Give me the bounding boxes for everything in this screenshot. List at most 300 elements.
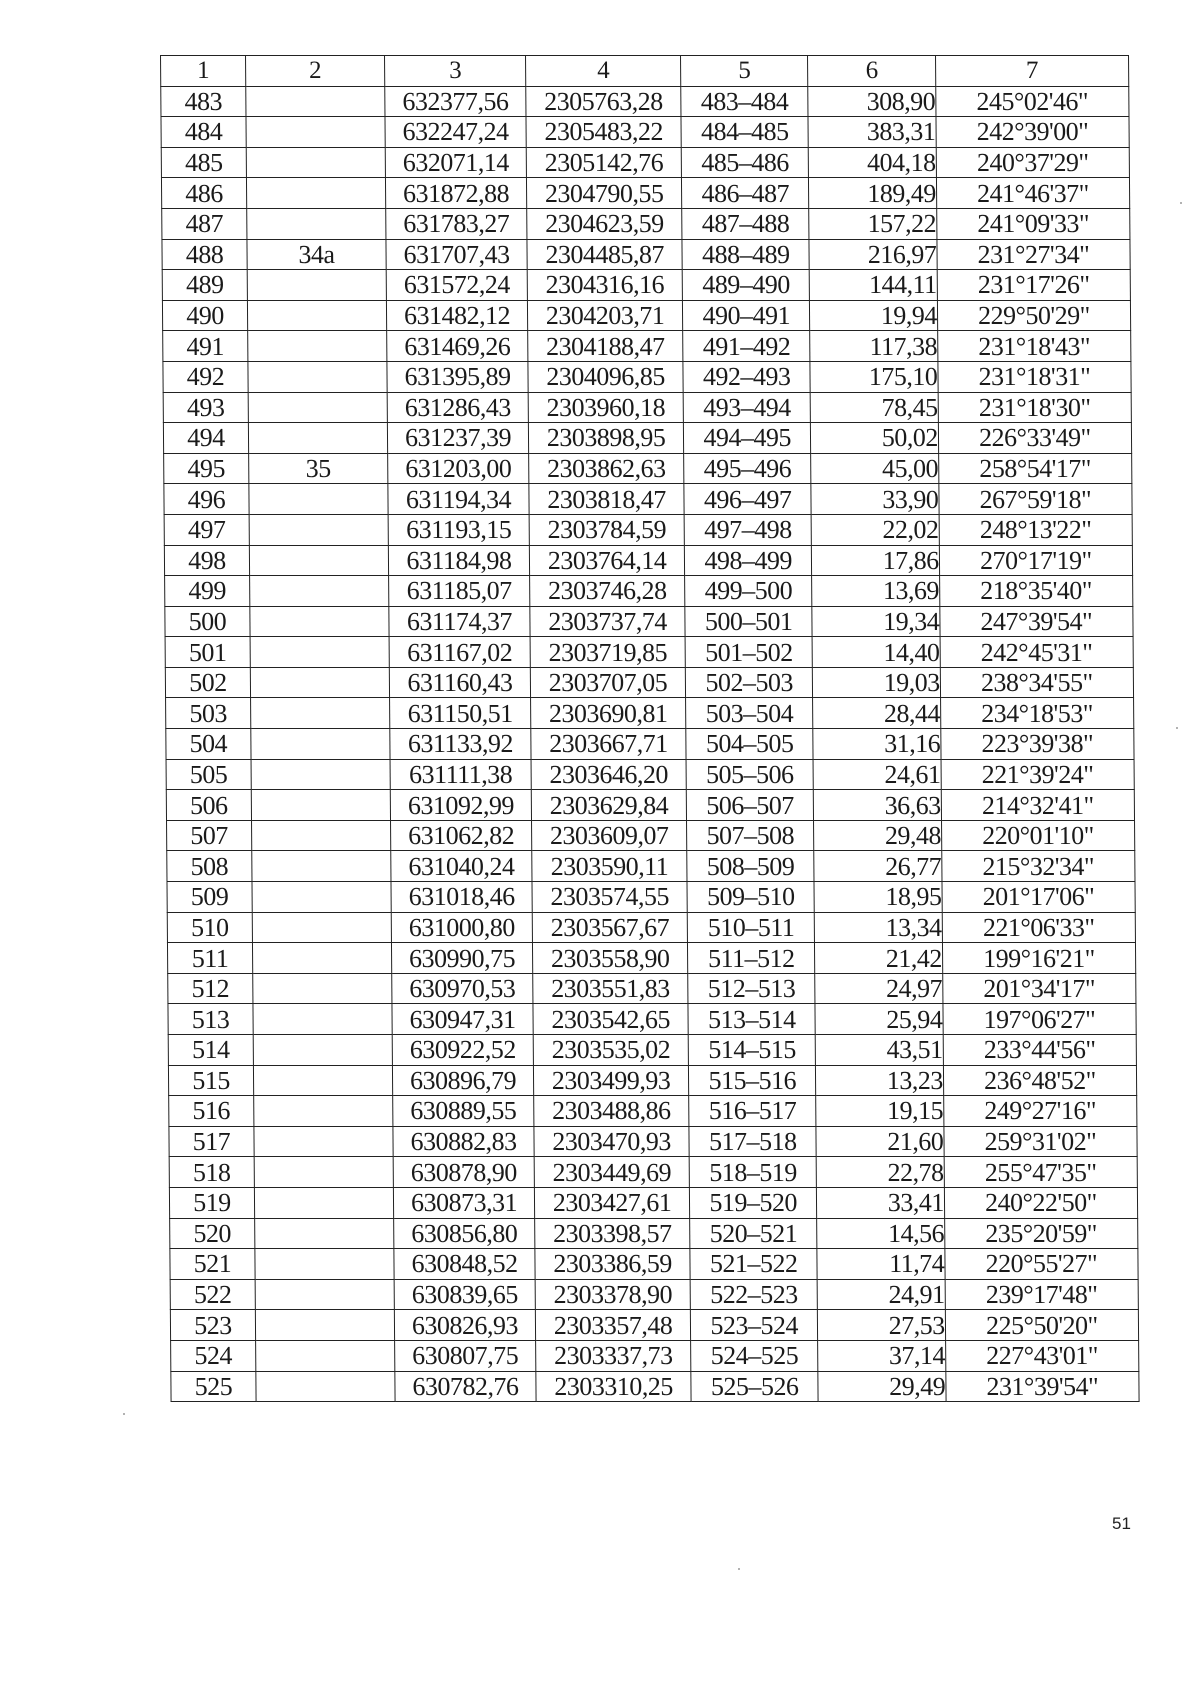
table-row (166, 729, 1134, 760)
cell-length: 33,41 (817, 1187, 945, 1218)
table-row (164, 484, 1132, 515)
header-col-3: 3 (384, 56, 525, 87)
cell-parcel-number (248, 392, 387, 423)
cell-point-number: 523 (170, 1310, 255, 1341)
cell-parcel-number (246, 86, 385, 117)
cell-direction-angle: 201°17'06" (942, 882, 1135, 913)
header-col-6: 6 (808, 56, 936, 87)
table-row (165, 667, 1133, 698)
cell-direction-angle: 259°31'02" (944, 1126, 1137, 1157)
cell-parcel-number (252, 912, 391, 943)
scan-speck (1180, 202, 1182, 204)
cell-segment: 523–524 (690, 1310, 818, 1341)
cell-direction-angle: 240°22'50" (944, 1187, 1137, 1218)
cell-parcel-number (252, 882, 391, 913)
cell-parcel-number (253, 1004, 392, 1035)
table-row (170, 1310, 1138, 1341)
table-row (167, 851, 1135, 882)
table-row (168, 973, 1136, 1004)
cell-x-coordinate: 631133,92 (390, 729, 531, 760)
table-row (165, 637, 1133, 668)
cell-segment: 495–496 (684, 453, 812, 484)
table-row (163, 331, 1131, 362)
cell-y-coordinate: 2303719,85 (530, 637, 685, 668)
cell-direction-angle: 235°20'59" (944, 1218, 1137, 1249)
table-row (166, 759, 1134, 790)
cell-length: 45,00 (811, 453, 939, 484)
cell-direction-angle: 231°18'31" (938, 361, 1131, 392)
cell-parcel-number: 34a (247, 239, 386, 270)
cell-y-coordinate: 2304485,87 (527, 239, 682, 270)
cell-y-coordinate: 2303746,28 (530, 576, 685, 607)
cell-length: 14,56 (817, 1218, 945, 1249)
cell-direction-angle: 226°33'49" (938, 423, 1131, 454)
cell-x-coordinate: 631395,89 (387, 361, 528, 392)
cell-y-coordinate: 2303357,48 (535, 1310, 690, 1341)
cell-direction-angle: 231°27'34" (937, 239, 1130, 270)
cell-parcel-number (255, 1310, 394, 1341)
cell-length: 157,22 (809, 208, 937, 239)
cell-direction-angle: 238°34'55" (940, 667, 1133, 698)
cell-x-coordinate: 631167,02 (389, 637, 530, 668)
cell-x-coordinate: 630882,83 (393, 1126, 534, 1157)
cell-parcel-number: 35 (249, 453, 388, 484)
cell-x-coordinate: 632071,14 (385, 147, 526, 178)
cell-point-number: 508 (167, 851, 252, 882)
cell-length: 25,94 (815, 1004, 943, 1035)
cell-length: 19,15 (816, 1096, 944, 1127)
cell-length: 24,91 (818, 1279, 946, 1310)
cell-segment: 490–491 (682, 300, 810, 331)
cell-segment: 483–484 (681, 86, 809, 117)
cell-point-number: 502 (165, 667, 250, 698)
cell-direction-angle: 220°01'10" (941, 820, 1134, 851)
cell-length: 404,18 (809, 147, 937, 178)
cell-x-coordinate: 630990,75 (391, 943, 532, 974)
cell-point-number: 505 (166, 759, 251, 790)
cell-x-coordinate: 631150,51 (389, 698, 530, 729)
cell-direction-angle: 218°35'40" (939, 576, 1132, 607)
cell-y-coordinate: 2303862,63 (529, 453, 684, 484)
cell-y-coordinate: 2303707,05 (530, 667, 685, 698)
table-row (163, 423, 1131, 454)
cell-direction-angle: 270°17'19" (939, 545, 1132, 576)
cell-parcel-number (248, 361, 387, 392)
cell-parcel-number (253, 973, 392, 1004)
cell-x-coordinate: 630807,75 (395, 1340, 536, 1371)
cell-point-number: 497 (164, 514, 249, 545)
cell-segment: 500–501 (685, 606, 813, 637)
cell-point-number: 500 (165, 606, 250, 637)
cell-x-coordinate: 631193,15 (388, 514, 529, 545)
cell-length: 13,23 (816, 1065, 944, 1096)
cell-y-coordinate: 2304096,85 (528, 361, 683, 392)
cell-direction-angle: 258°54'17" (938, 453, 1131, 484)
cell-x-coordinate: 631040,24 (391, 851, 532, 882)
cell-segment: 493–494 (683, 392, 811, 423)
cell-y-coordinate: 2303764,14 (529, 545, 684, 576)
cell-point-number: 489 (162, 270, 247, 301)
cell-length: 19,34 (812, 606, 940, 637)
table-row (167, 943, 1135, 974)
cell-length: 383,31 (808, 117, 936, 148)
table-row (170, 1279, 1138, 1310)
cell-length: 37,14 (818, 1340, 946, 1371)
cell-segment: 524–525 (691, 1340, 819, 1371)
cell-parcel-number (254, 1126, 393, 1157)
cell-point-number: 517 (169, 1126, 254, 1157)
table-row (162, 300, 1130, 331)
header-col-2: 2 (245, 56, 384, 87)
cell-parcel-number (246, 117, 385, 148)
cell-segment: 512–513 (688, 973, 816, 1004)
cell-length: 13,69 (812, 576, 940, 607)
cell-direction-angle: 220°55'27" (945, 1249, 1138, 1280)
cell-direction-angle: 236°48'52" (943, 1065, 1136, 1096)
cell-direction-angle: 241°09'33" (936, 208, 1129, 239)
cell-direction-angle: 234°18'53" (940, 698, 1133, 729)
cell-segment: 497–498 (684, 514, 812, 545)
cell-length: 50,02 (811, 423, 939, 454)
cell-x-coordinate: 630856,80 (394, 1218, 535, 1249)
table-header (161, 56, 1129, 87)
cell-direction-angle: 267°59'18" (939, 484, 1132, 515)
table-row (169, 1096, 1137, 1127)
cell-length: 36,63 (814, 790, 942, 821)
table-body (161, 86, 1139, 1402)
cell-y-coordinate: 2305483,22 (526, 117, 681, 148)
cell-direction-angle: 229°50'29" (937, 300, 1130, 331)
cell-x-coordinate: 632247,24 (385, 117, 526, 148)
cell-segment: 505–506 (686, 759, 814, 790)
cell-direction-angle: 231°17'26" (937, 270, 1130, 301)
cell-y-coordinate: 2303488,86 (534, 1096, 689, 1127)
table-row (170, 1249, 1138, 1280)
table-row (171, 1371, 1139, 1402)
cell-length: 29,49 (818, 1371, 946, 1402)
cell-parcel-number (251, 820, 390, 851)
cell-point-number: 507 (167, 820, 252, 851)
scan-speck (1176, 727, 1178, 729)
cell-segment: 503–504 (686, 698, 814, 729)
cell-length: 117,38 (810, 331, 938, 362)
cell-length: 21,42 (815, 943, 943, 974)
cell-y-coordinate: 2303558,90 (533, 943, 688, 974)
cell-segment: 508–509 (687, 851, 815, 882)
cell-segment: 517–518 (689, 1126, 817, 1157)
cell-y-coordinate: 2303470,93 (534, 1126, 689, 1157)
cell-length: 11,74 (817, 1249, 945, 1280)
cell-segment: 484–485 (681, 117, 809, 148)
cell-y-coordinate: 2303960,18 (528, 392, 683, 423)
cell-length: 26,77 (814, 851, 942, 882)
cell-y-coordinate: 2305142,76 (526, 147, 681, 178)
cell-parcel-number (254, 1187, 393, 1218)
table-row (162, 239, 1130, 270)
table-row (169, 1157, 1137, 1188)
cell-parcel-number (255, 1279, 394, 1310)
cell-length: 29,48 (814, 820, 942, 851)
table-row (166, 698, 1134, 729)
table-row (164, 545, 1132, 576)
cell-parcel-number (250, 606, 389, 637)
cell-direction-angle: 201°34'17" (942, 973, 1135, 1004)
cell-y-coordinate: 2303737,74 (530, 606, 685, 637)
cell-x-coordinate: 631194,34 (388, 484, 529, 515)
scan-speck (123, 1413, 125, 1415)
cell-length: 13,34 (815, 912, 943, 943)
cell-segment: 492–493 (683, 361, 811, 392)
cell-direction-angle: 233°44'56" (943, 1035, 1136, 1066)
page-number: 51 (1112, 1514, 1131, 1533)
cell-direction-angle: 197°06'27" (943, 1004, 1136, 1035)
cell-point-number: 484 (161, 117, 246, 148)
table-row (168, 1065, 1136, 1096)
cell-x-coordinate: 631184,98 (388, 545, 529, 576)
cell-length: 17,86 (812, 545, 940, 576)
cell-segment: 494–495 (683, 423, 811, 454)
cell-segment: 511–512 (688, 943, 816, 974)
cell-segment: 516–517 (689, 1096, 817, 1127)
table-row (167, 882, 1135, 913)
cell-parcel-number (246, 178, 385, 209)
cell-direction-angle: 227°43'01" (945, 1340, 1138, 1371)
cell-point-number: 494 (163, 423, 248, 454)
cell-y-coordinate: 2303386,59 (535, 1249, 690, 1280)
cell-segment: 485–486 (681, 147, 809, 178)
header-col-7: 7 (935, 56, 1128, 87)
header-col-4: 4 (526, 56, 681, 87)
cell-y-coordinate: 2303629,84 (531, 790, 686, 821)
table-row (170, 1218, 1138, 1249)
cell-direction-angle: 215°32'34" (942, 851, 1135, 882)
cell-point-number: 506 (166, 790, 251, 821)
cell-length: 216,97 (809, 239, 937, 270)
cell-length: 43,51 (816, 1035, 944, 1066)
table-row (163, 361, 1131, 392)
cell-length: 22,02 (812, 514, 940, 545)
table-row (164, 514, 1132, 545)
cell-direction-angle: 242°39'00" (936, 117, 1129, 148)
cell-parcel-number (247, 270, 386, 301)
table-row (165, 606, 1133, 637)
table-row (168, 1035, 1136, 1066)
cell-segment: 506–507 (686, 790, 814, 821)
cell-direction-angle: 248°13'22" (939, 514, 1132, 545)
cell-y-coordinate: 2303898,95 (528, 423, 683, 454)
cell-y-coordinate: 2303551,83 (533, 973, 688, 1004)
cell-y-coordinate: 2305763,28 (526, 86, 681, 117)
table-row (165, 576, 1133, 607)
cell-x-coordinate: 630839,65 (394, 1279, 535, 1310)
cell-segment: 498–499 (684, 545, 812, 576)
boundary-coordinates-table (160, 55, 1140, 1402)
cell-length: 22,78 (817, 1157, 945, 1188)
cell-x-coordinate: 630848,52 (394, 1249, 535, 1280)
cell-length: 33,90 (811, 484, 939, 515)
cell-point-number: 496 (164, 484, 249, 515)
table-row (167, 820, 1135, 851)
cell-point-number: 487 (162, 208, 247, 239)
cell-direction-angle: 221°06'33" (942, 912, 1135, 943)
table-row (161, 178, 1129, 209)
cell-direction-angle: 199°16'21" (942, 943, 1135, 974)
cell-point-number: 518 (169, 1157, 254, 1188)
cell-point-number: 483 (161, 86, 246, 117)
cell-segment: 522–523 (690, 1279, 818, 1310)
cell-direction-angle: 239°17'48" (945, 1279, 1138, 1310)
cell-x-coordinate: 630896,79 (392, 1065, 533, 1096)
cell-length: 14,40 (812, 637, 940, 668)
cell-length: 308,90 (808, 86, 936, 117)
cell-x-coordinate: 631092,99 (390, 790, 531, 821)
cell-direction-angle: 245°02'46" (936, 86, 1129, 117)
cell-x-coordinate: 631237,39 (387, 423, 528, 454)
cell-y-coordinate: 2303398,57 (535, 1218, 690, 1249)
cell-length: 19,94 (810, 300, 938, 331)
cell-segment: 510–511 (687, 912, 815, 943)
cell-point-number: 485 (161, 147, 246, 178)
cell-point-number: 520 (170, 1218, 255, 1249)
cell-parcel-number (249, 514, 388, 545)
cell-x-coordinate: 631018,46 (391, 882, 532, 913)
cell-x-coordinate: 630970,53 (392, 973, 533, 1004)
cell-direction-angle: 240°37'29" (936, 147, 1129, 178)
cell-y-coordinate: 2303449,69 (534, 1157, 689, 1188)
cell-x-coordinate: 630873,31 (393, 1187, 534, 1218)
cell-x-coordinate: 631203,00 (388, 453, 529, 484)
cell-x-coordinate: 632377,56 (385, 86, 526, 117)
cell-direction-angle: 221°39'24" (941, 759, 1134, 790)
cell-direction-angle: 242°45'31" (940, 637, 1133, 668)
cell-length: 189,49 (809, 178, 937, 209)
table-row (167, 912, 1135, 943)
cell-x-coordinate: 631469,26 (387, 331, 528, 362)
cell-parcel-number (251, 790, 390, 821)
cell-segment: 487–488 (682, 208, 810, 239)
cell-y-coordinate: 2303567,67 (532, 912, 687, 943)
table-row (163, 392, 1131, 423)
table-row (166, 790, 1134, 821)
cell-direction-angle: 231°39'54" (946, 1371, 1139, 1402)
cell-x-coordinate: 631000,80 (391, 912, 532, 943)
cell-segment: 486–487 (682, 178, 810, 209)
cell-length: 24,97 (815, 973, 943, 1004)
cell-x-coordinate: 630878,90 (393, 1157, 534, 1188)
cell-parcel-number (254, 1157, 393, 1188)
cell-point-number: 486 (161, 178, 246, 209)
header-row (161, 56, 1129, 87)
cell-y-coordinate: 2303535,02 (533, 1035, 688, 1066)
cell-x-coordinate: 631707,43 (386, 239, 527, 270)
cell-point-number: 524 (171, 1340, 256, 1371)
table-row (171, 1340, 1139, 1371)
cell-point-number: 491 (163, 331, 248, 362)
cell-parcel-number (250, 637, 389, 668)
cell-y-coordinate: 2303690,81 (531, 698, 686, 729)
cell-segment: 525–526 (691, 1371, 819, 1402)
cell-point-number: 493 (163, 392, 248, 423)
cell-segment: 514–515 (688, 1035, 816, 1066)
cell-direction-angle: 223°39'38" (941, 729, 1134, 760)
cell-point-number: 515 (168, 1065, 253, 1096)
cell-direction-angle: 247°39'54" (940, 606, 1133, 637)
cell-x-coordinate: 630782,76 (395, 1371, 536, 1402)
cell-y-coordinate: 2303574,55 (532, 882, 687, 913)
cell-direction-angle: 225°50'20" (945, 1310, 1138, 1341)
cell-segment: 488–489 (682, 239, 810, 270)
cell-segment: 519–520 (689, 1187, 817, 1218)
cell-y-coordinate: 2303590,11 (532, 851, 687, 882)
cell-x-coordinate: 630889,55 (393, 1096, 534, 1127)
cell-y-coordinate: 2303310,25 (536, 1371, 691, 1402)
cell-segment: 513–514 (688, 1004, 816, 1035)
cell-length: 175,10 (810, 361, 938, 392)
cell-x-coordinate: 631572,24 (386, 270, 527, 301)
cell-y-coordinate: 2304203,71 (528, 300, 683, 331)
table-row (162, 208, 1130, 239)
cell-parcel-number (253, 1035, 392, 1066)
cell-direction-angle: 249°27'16" (943, 1096, 1136, 1127)
cell-point-number: 490 (162, 300, 247, 331)
cell-segment: 496–497 (684, 484, 812, 515)
cell-direction-angle: 241°46'37" (936, 178, 1129, 209)
cell-parcel-number (246, 147, 385, 178)
cell-y-coordinate: 2303784,59 (529, 514, 684, 545)
cell-x-coordinate: 630947,31 (392, 1004, 533, 1035)
header-col-1: 1 (161, 56, 246, 87)
cell-point-number: 499 (165, 576, 250, 607)
cell-y-coordinate: 2303499,93 (534, 1065, 689, 1096)
table-row (169, 1187, 1137, 1218)
cell-x-coordinate: 631062,82 (390, 820, 531, 851)
cell-length: 21,60 (816, 1126, 944, 1157)
table-row (161, 117, 1129, 148)
cell-y-coordinate: 2303667,71 (531, 729, 686, 760)
cell-parcel-number (249, 545, 388, 576)
cell-point-number: 495 (164, 453, 249, 484)
cell-point-number: 512 (168, 973, 253, 1004)
cell-parcel-number (250, 667, 389, 698)
cell-point-number: 510 (167, 912, 252, 943)
cell-y-coordinate: 2303646,20 (531, 759, 686, 790)
cell-x-coordinate: 631286,43 (387, 392, 528, 423)
cell-x-coordinate: 631160,43 (389, 667, 530, 698)
cell-parcel-number (247, 300, 386, 331)
cell-point-number: 516 (169, 1096, 254, 1127)
cell-point-number: 492 (163, 361, 248, 392)
cell-segment: 491–492 (683, 331, 811, 362)
cell-x-coordinate: 630922,52 (392, 1035, 533, 1066)
cell-parcel-number (249, 484, 388, 515)
cell-point-number: 513 (168, 1004, 253, 1035)
cell-y-coordinate: 2303609,07 (532, 820, 687, 851)
cell-segment: 515–516 (688, 1065, 816, 1096)
cell-parcel-number (252, 943, 391, 974)
cell-segment: 518–519 (689, 1157, 817, 1188)
cell-point-number: 488 (162, 239, 247, 270)
cell-length: 19,03 (813, 667, 941, 698)
table-row (161, 86, 1129, 117)
cell-parcel-number (249, 576, 388, 607)
table-row (161, 147, 1129, 178)
cell-y-coordinate: 2304188,47 (528, 331, 683, 362)
cell-parcel-number (254, 1096, 393, 1127)
cell-y-coordinate: 2303542,65 (533, 1004, 688, 1035)
cell-point-number: 519 (169, 1187, 254, 1218)
cell-parcel-number (251, 759, 390, 790)
cell-x-coordinate: 631482,12 (386, 300, 527, 331)
